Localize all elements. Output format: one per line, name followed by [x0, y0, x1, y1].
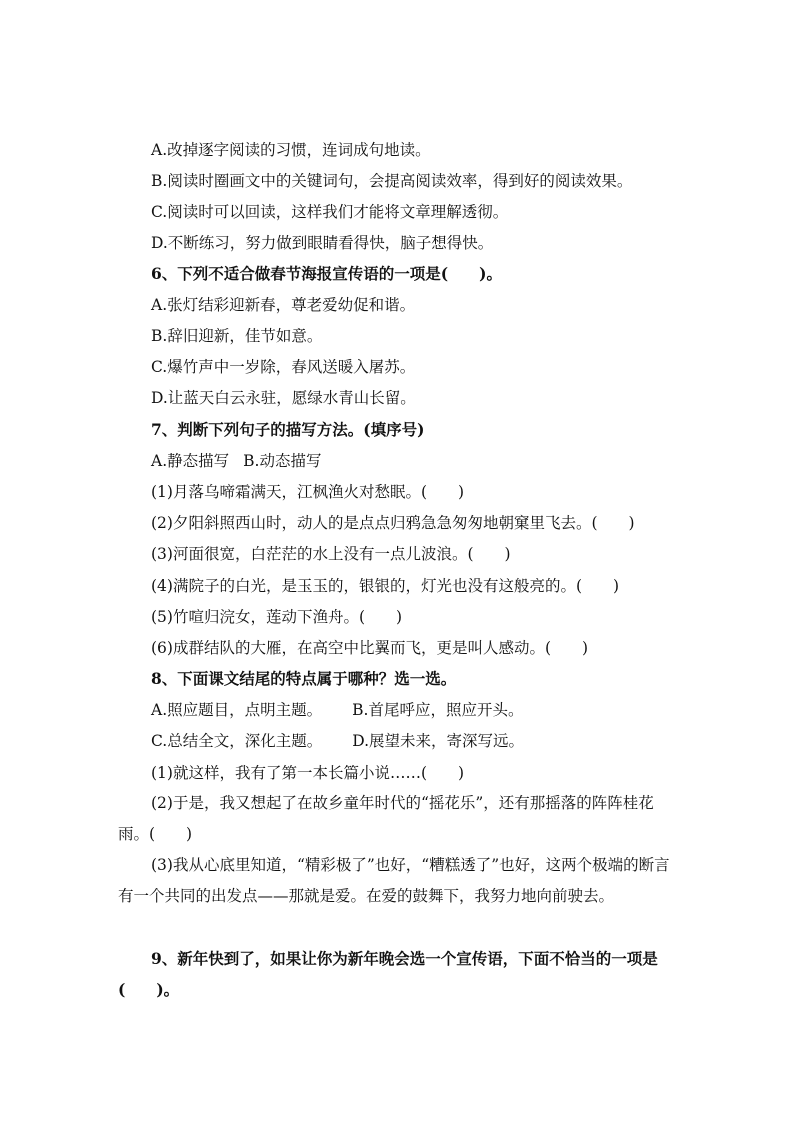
q5-option-c: C.阅读时可以回读，这样我们才能将文章理解透彻。	[151, 203, 509, 221]
q8-options-row-2	[151, 731, 524, 751]
q8-item: (1)就这样，我有了第一本长篇小说……( )	[151, 764, 465, 782]
q6-title: 6、下列不适合做春节海报宣传语的一项是( )。	[151, 264, 502, 283]
q6-option-d: D.让蓝天白云永驻，愿绿水青山长留。	[151, 389, 416, 407]
q8-option-d: D.展望未来，寄深写远。	[352, 732, 525, 750]
q5-option-b: B.阅读时圈画文中的关键词句，会提高阅读效率，得到好的阅读效果。	[151, 172, 633, 190]
q7-item: (2)夕阳斜照西山时，动人的是点点归鸦急急匆匆地朝窠里飞去。( )	[151, 514, 635, 532]
q9-title: 9、新年快到了，如果让你为新年晚会选一个宣传语，下面不恰当的一项是( )。	[118, 949, 658, 999]
q7-item: (6)成群结队的大雁，在高空中比翼而飞，更是叫人感动。( )	[151, 639, 589, 657]
q6-option-b: B.辞旧迎新，佳节如意。	[151, 327, 323, 345]
q7-option-b: B.动态描写	[243, 452, 322, 470]
q8-option-c: C.总结全文，深化主题。	[151, 732, 323, 750]
q7-title: 7、判断下列句子的描写方法。(填序号)	[151, 420, 425, 439]
q7-item: (5)竹喧归浣女，莲动下渔舟。( )	[151, 608, 403, 626]
q6-option-a: A.张灯结彩迎新春，尊老爱幼促和谐。	[151, 296, 416, 314]
q8-option-a: A.照应题目，点明主题。	[151, 701, 323, 719]
q5-option-d: D.不断练习，努力做到眼睛看得快，脑子想得快。	[151, 234, 494, 252]
q8-options-row-1	[151, 700, 523, 720]
q5-option-a: A.改掉逐字阅读的习惯，连词成句地读。	[151, 141, 431, 159]
q8-item: (3)我从心底里知道，“精彩极了”也好，“糟糕透了”也好，这两个极端的断言有一个共同的出发点——那就是爱。在爱的鼓舞下，我努力地向前驶去。	[118, 856, 670, 905]
q8-option-b: B.首尾呼应，照应开头。	[352, 701, 524, 719]
q8-item: (2)于是，我又想起了在故乡童年时代的“摇花乐”，还有那摇落的阵阵桂花雨。( )	[118, 794, 654, 843]
q7-option-a: A.静态描写	[151, 452, 230, 470]
q7-options	[151, 451, 321, 471]
q8-title: 8、下面课文结尾的特点属于哪种？选一选。	[151, 669, 457, 688]
q7-item: (3)河面很宽，白茫茫的水上没有一点儿波浪。( )	[151, 545, 511, 563]
q6-option-c: C.爆竹声中一岁除，春风送暖入屠苏。	[151, 358, 416, 376]
q7-item: (1)月落乌啼霜满天，江枫渔火对愁眠。( )	[151, 483, 465, 501]
q7-item: (4)满院子的白光，是玉玉的，银银的，灯光也没有这般亮的。( )	[151, 577, 620, 595]
